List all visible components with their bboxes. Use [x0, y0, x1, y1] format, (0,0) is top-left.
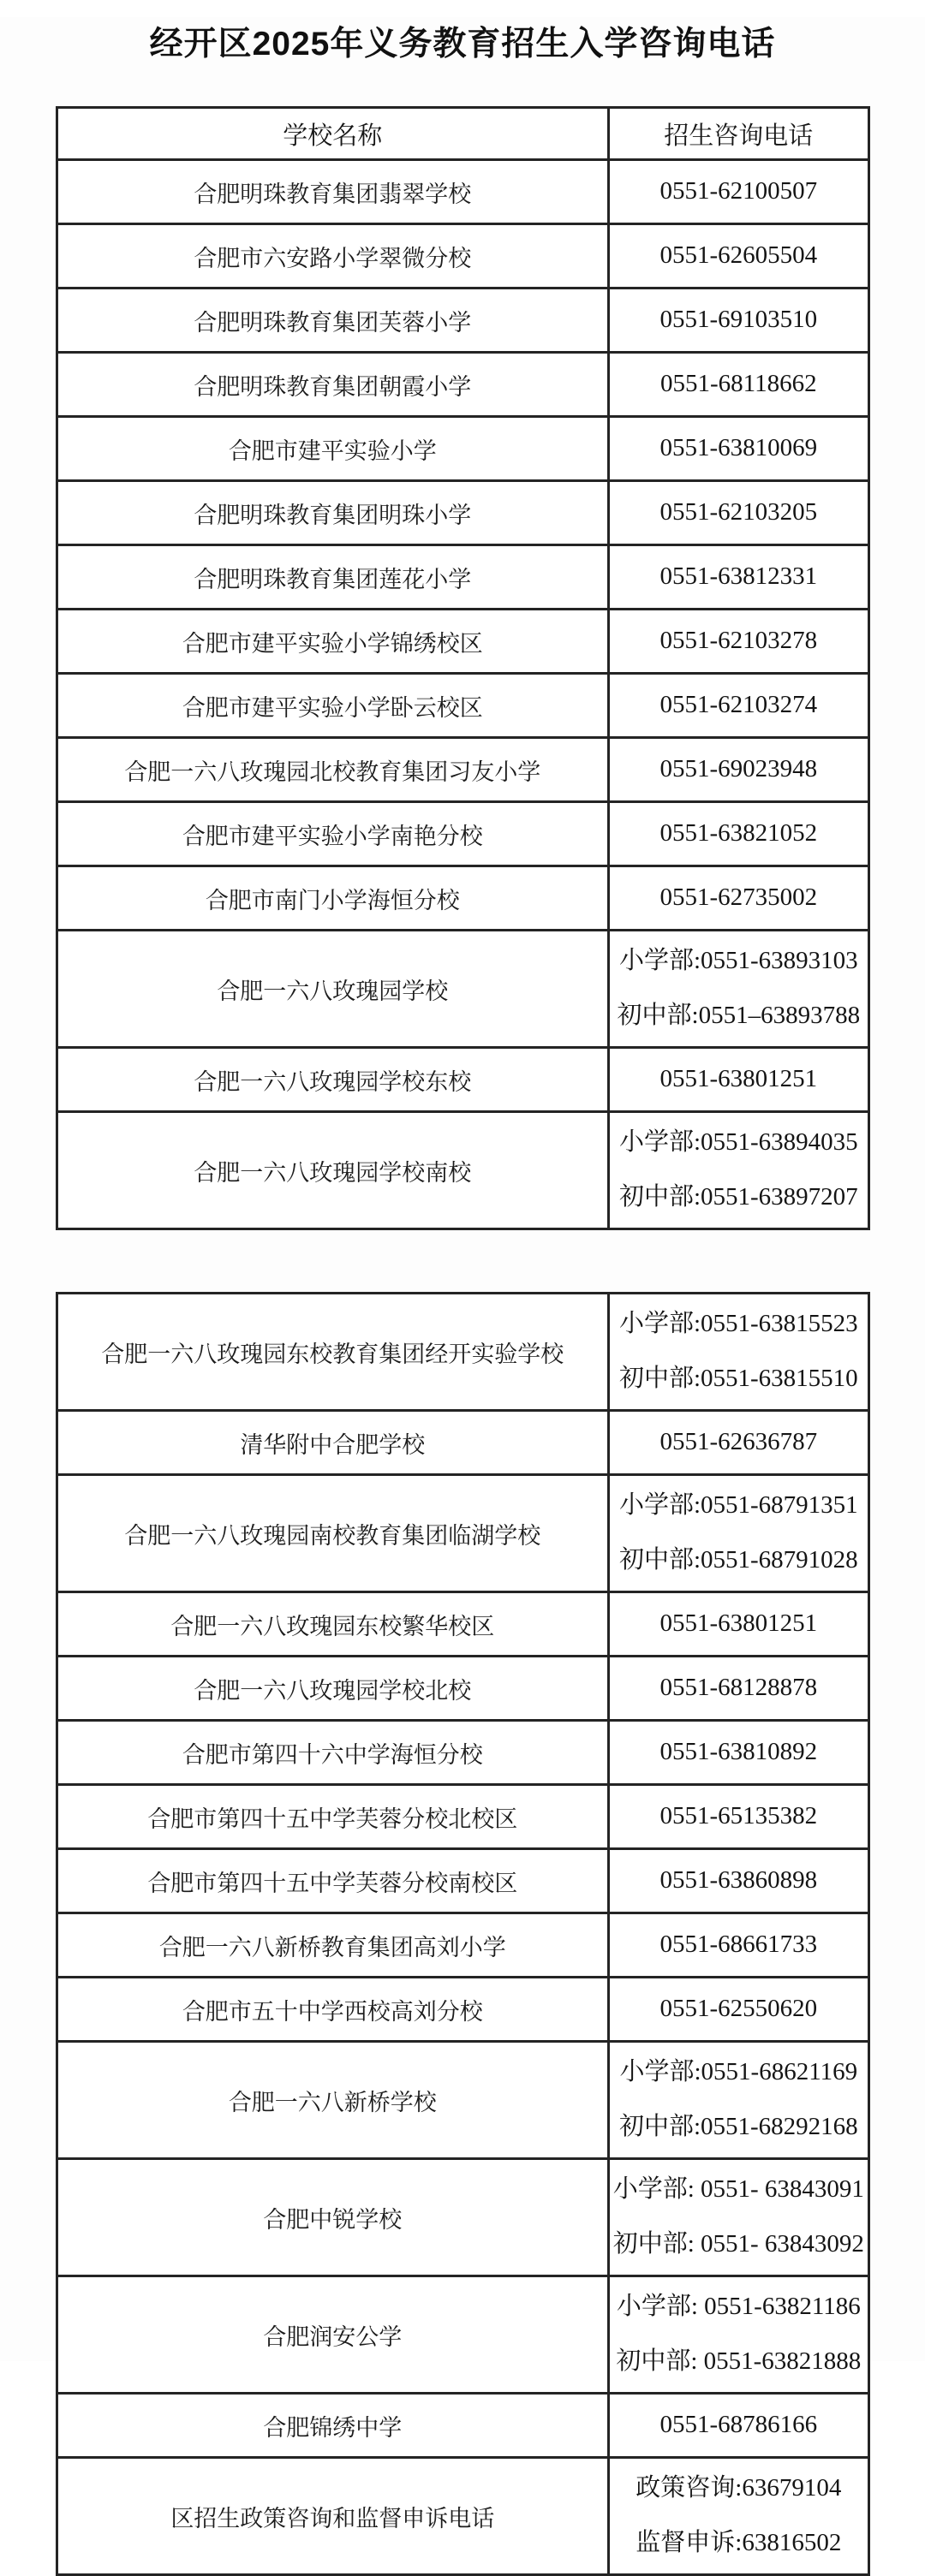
table-row — [57, 674, 868, 738]
phone-cell — [609, 1785, 868, 1849]
school-name-cell: 合肥明珠教育集团翡翠学校 — [57, 160, 609, 224]
document-page — [0, 17, 925, 2556]
phone-number: 0551-62100507 — [659, 177, 818, 205]
phone-number: 0551-68661733 — [659, 1931, 818, 1959]
table-row — [57, 2159, 868, 2276]
school-name-cell: 合肥市建平实验小学锦绣校区 — [57, 610, 609, 674]
table-row — [57, 866, 868, 931]
table-row — [57, 353, 868, 417]
phone-number: 小学部:0551-63894035 — [618, 1128, 858, 1157]
phone-number: 0551-68118662 — [660, 370, 817, 398]
phone-cell — [609, 2458, 868, 2575]
phone-number: 0551-63821052 — [659, 819, 818, 848]
phone-number: 小学部:0551-68621169 — [619, 2058, 858, 2086]
phone-number: 0551-69103510 — [659, 306, 818, 334]
phone-cell — [609, 1048, 868, 1112]
phone-number: 0551-63810069 — [659, 434, 818, 462]
table-row — [57, 417, 868, 481]
table-row — [57, 610, 868, 674]
school-name-cell: 合肥润安公学 — [57, 2276, 609, 2394]
table-row — [57, 1849, 868, 1913]
school-name-cell: 合肥市第四十五中学芙蓉分校南校区 — [57, 1849, 609, 1913]
phone-number: 初中部:0551-68292168 — [618, 2113, 858, 2140]
school-name-cell: 合肥一六八新桥学校 — [57, 2042, 609, 2159]
phone-number: 初中部:0551–63893788 — [617, 1002, 861, 1029]
phone-number: 监督申诉:63816502 — [636, 2529, 842, 2556]
school-name-cell: 合肥锦绣中学 — [57, 2394, 609, 2458]
table-row — [57, 1411, 868, 1475]
phone-cell — [609, 1849, 868, 1913]
phone-cell — [609, 353, 868, 417]
header-row — [57, 108, 868, 160]
phone-cell — [609, 674, 868, 738]
table-row — [57, 1657, 868, 1721]
table-row — [57, 545, 868, 610]
school-name-cell: 合肥市建平实验小学 — [57, 417, 609, 481]
phone-cell — [609, 866, 868, 931]
school-name-cell: 合肥市六安路小学翠微分校 — [57, 224, 609, 289]
table-row — [57, 1475, 868, 1592]
phone-cell — [609, 1294, 868, 1411]
phone-number: 0551-62636787 — [659, 1428, 818, 1456]
phone-cell — [609, 2159, 868, 2276]
school-name-cell: 区招生政策咨询和监督申诉电话 — [57, 2458, 609, 2575]
table-row — [57, 1913, 868, 1978]
phone-number: 0551-62103274 — [659, 691, 818, 719]
phone-cell — [609, 1657, 868, 1721]
phone-number: 小学部:0551-63815523 — [618, 1310, 858, 1338]
phone-cell — [609, 417, 868, 481]
table-row — [57, 1721, 868, 1785]
phone-number: 初中部: 0551- 63843092 — [612, 2230, 864, 2258]
table-row — [57, 738, 868, 802]
school-name-cell: 合肥一六八新桥教育集团高刘小学 — [57, 1913, 609, 1978]
table-row — [57, 2042, 868, 2159]
phone-cell — [609, 224, 868, 289]
school-name-cell: 合肥明珠教育集团朝霞小学 — [57, 353, 609, 417]
school-name-cell: 合肥市建平实验小学卧云校区 — [57, 674, 609, 738]
school-name-cell: 合肥市第四十五中学芙蓉分校北校区 — [57, 1785, 609, 1849]
phone-number: 初中部:0551-68791028 — [618, 1546, 858, 1574]
school-name-cell: 合肥一六八玫瑰园学校南校 — [57, 1112, 609, 1229]
school-name-cell: 合肥明珠教育集团莲花小学 — [57, 545, 609, 610]
school-name-cell: 合肥一六八玫瑰园学校 — [57, 931, 609, 1048]
phone-number: 0551-62735002 — [659, 883, 818, 912]
table-row — [57, 1592, 868, 1657]
table-row — [57, 1112, 868, 1229]
table-1-body — [57, 160, 868, 1229]
phone-cell — [609, 1978, 868, 2042]
phone-number: 0551-69023948 — [659, 755, 818, 783]
phone-cell — [609, 1475, 868, 1592]
page-title: 经开区2025年义务教育招生入学咨询电话 — [149, 26, 776, 62]
enrollment-table-1 — [56, 106, 870, 1230]
phone-cell — [609, 160, 868, 224]
phone-number: 0551-63860898 — [659, 1866, 818, 1895]
phone-cell — [609, 289, 868, 353]
school-name-cell: 合肥中锐学校 — [57, 2159, 609, 2276]
table-row — [57, 802, 868, 866]
school-name-cell: 合肥市第四十六中学海恒分校 — [57, 1721, 609, 1785]
phone-number: 小学部: 0551- 63843091 — [612, 2175, 864, 2204]
table-row — [57, 1785, 868, 1849]
school-name-cell: 合肥一六八玫瑰园学校东校 — [57, 1048, 609, 1112]
table-row — [57, 931, 868, 1048]
school-name-cell: 合肥市五十中学西校高刘分校 — [57, 1978, 609, 2042]
phone-number: 0551-68128878 — [659, 1674, 818, 1702]
school-name-cell: 合肥一六八玫瑰园学校北校 — [57, 1657, 609, 1721]
phone-cell — [609, 738, 868, 802]
phone-number: 0551-63812331 — [659, 562, 818, 591]
phone-cell — [609, 610, 868, 674]
phone-cell — [609, 2042, 868, 2159]
phone-number: 0551-62550620 — [659, 1995, 818, 2023]
enrollment-table-2 — [56, 1292, 870, 2576]
phone-cell — [609, 481, 868, 545]
table-2-body — [57, 1294, 868, 2575]
phone-number: 0551-62103278 — [659, 627, 818, 655]
school-name-cell: 合肥明珠教育集团芙蓉小学 — [57, 289, 609, 353]
phone-cell — [609, 2394, 868, 2458]
phone-cell — [609, 2276, 868, 2394]
school-name-cell: 清华附中合肥学校 — [57, 1411, 609, 1475]
school-name-cell: 合肥一六八玫瑰园东校教育集团经开实验学校 — [57, 1294, 609, 1411]
phone-number: 初中部:0551-63897207 — [618, 1183, 858, 1211]
phone-number: 小学部: 0551-63821186 — [616, 2293, 861, 2321]
phone-cell — [609, 931, 868, 1048]
table-row — [57, 160, 868, 224]
phone-cell — [609, 1411, 868, 1475]
phone-number: 0551-62605504 — [659, 241, 818, 270]
phone-cell — [609, 1592, 868, 1657]
table-row — [57, 2394, 868, 2458]
table-row — [57, 224, 868, 289]
phone-number: 0551-62103205 — [659, 498, 818, 527]
column-header-phone: 招生咨询电话 — [609, 108, 868, 160]
phone-cell — [609, 1721, 868, 1785]
school-name-cell: 合肥一六八玫瑰园北校教育集团习友小学 — [57, 738, 609, 802]
table-row — [57, 1978, 868, 2042]
phone-number: 初中部: 0551-63821888 — [616, 2347, 862, 2375]
phone-cell — [609, 545, 868, 610]
table-row — [57, 1048, 868, 1112]
phone-cell — [609, 1112, 868, 1229]
table-row — [57, 2458, 868, 2575]
school-name-cell: 合肥市南门小学海恒分校 — [57, 866, 609, 931]
school-name-cell: 合肥一六八玫瑰园南校教育集团临湖学校 — [57, 1475, 609, 1592]
phone-number: 0551-63801251 — [659, 1065, 818, 1093]
table-row — [57, 2276, 868, 2394]
table-row — [57, 481, 868, 545]
phone-number: 初中部:0551-63815510 — [618, 1365, 858, 1392]
phone-number: 小学部:0551-68791351 — [618, 1491, 858, 1520]
school-name-cell: 合肥一六八玫瑰园东校繁华校区 — [57, 1592, 609, 1657]
phone-number: 0551-63810892 — [659, 1738, 818, 1766]
school-name-cell: 合肥市建平实验小学南艳分校 — [57, 802, 609, 866]
phone-number: 小学部:0551-63893103 — [618, 947, 858, 975]
phone-number: 0551-65135382 — [659, 1802, 818, 1830]
phone-number: 0551-68786166 — [659, 2411, 818, 2439]
column-header-school: 学校名称 — [57, 108, 609, 160]
phone-number: 0551-63801251 — [659, 1609, 818, 1638]
phone-number: 政策咨询:63679104 — [636, 2474, 842, 2502]
school-name-cell: 合肥明珠教育集团明珠小学 — [57, 481, 609, 545]
phone-cell — [609, 1913, 868, 1978]
table-row — [57, 289, 868, 353]
phone-cell — [609, 802, 868, 866]
table-row — [57, 1294, 868, 1411]
